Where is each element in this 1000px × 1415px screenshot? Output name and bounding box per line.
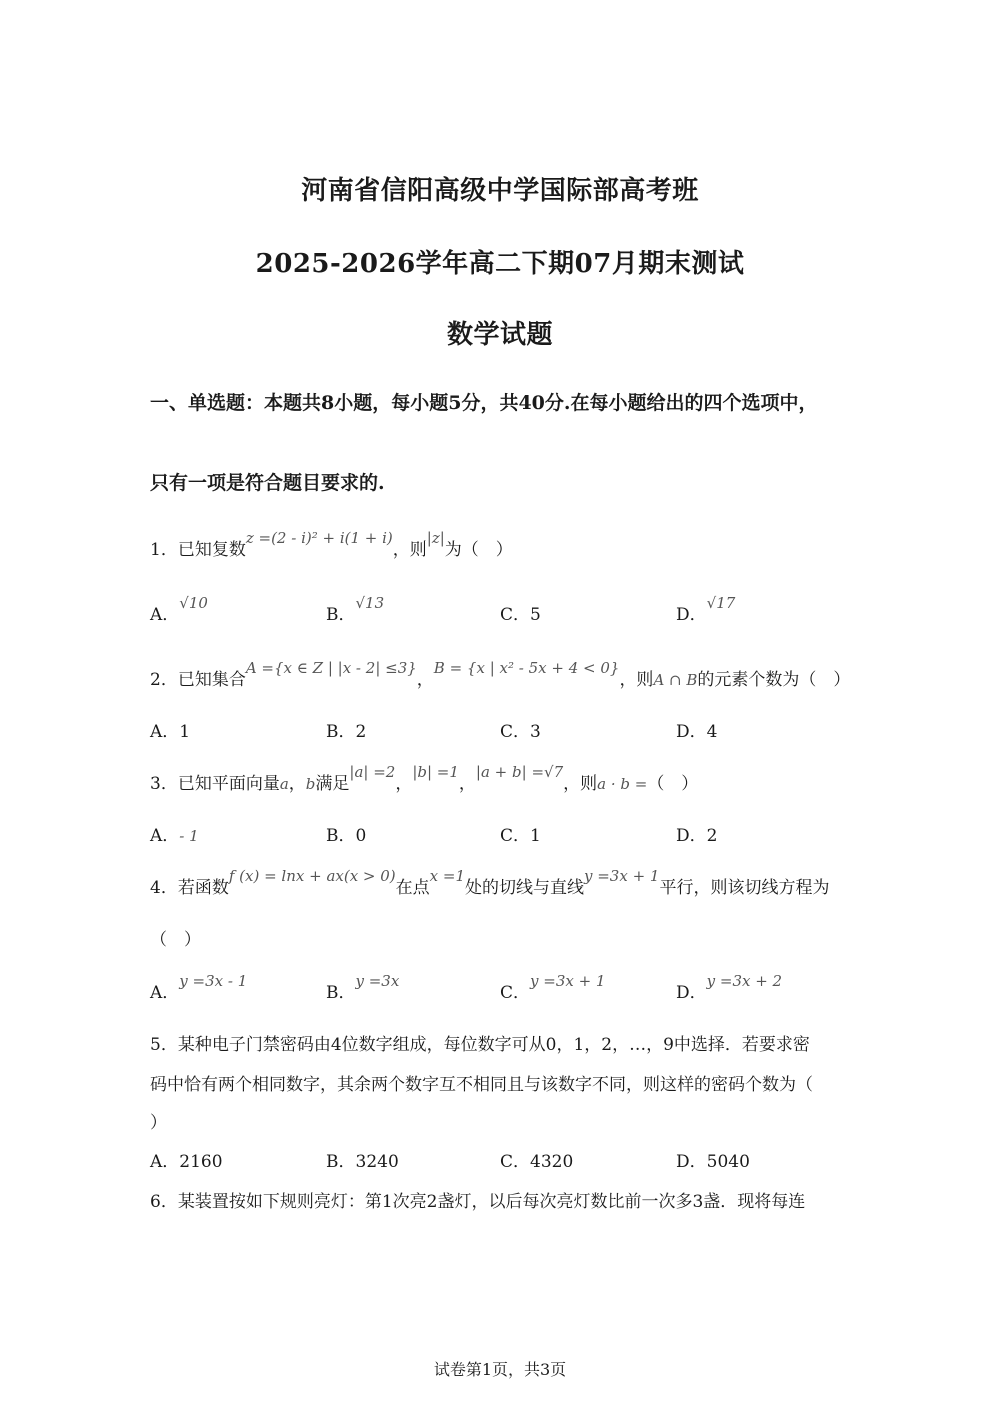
question-text: （ ） (647, 774, 699, 794)
question-6-line1: 6．某装置按如下规则亮灯：第1次亮2盏灯，以后每次亮灯数比前一次多3盏．现将每连 (150, 1192, 806, 1212)
option-label: C． (500, 1152, 531, 1172)
formula: f (x) = lnx + ax(x > 0) (228, 867, 396, 885)
formula: |a + b| =√7 (475, 763, 564, 781)
section-heading-line2: 只有一项是符合题目要求的. (150, 472, 385, 494)
option-value: 3240 (355, 1152, 399, 1172)
formula: |z| (426, 529, 445, 547)
formula: |b| =1 (412, 763, 459, 781)
option-value: 3 (530, 722, 541, 742)
question-text: ，则 (619, 670, 654, 690)
option-label: D． (676, 1152, 707, 1172)
question-text: ， (395, 774, 413, 794)
q3-option-c (500, 821, 541, 846)
question-text: 4．若函数 (150, 878, 229, 898)
question-5-line3: ） (150, 1113, 167, 1133)
option-value: y =3x (355, 972, 400, 990)
question-text: 2．已知集合 (150, 670, 246, 690)
option-label: D． (676, 826, 707, 846)
question-text: ，则 (392, 540, 427, 560)
question-5-line1: 5．某种电子门禁密码由4位数字组成，每位数字可从0，1，2，…，9中选择．若要求密 (150, 1035, 810, 1055)
question-text: ， (416, 670, 434, 690)
question-text: 平行，则该切线方程为 (659, 878, 830, 898)
question-text: ， (458, 774, 476, 794)
formula: a (279, 775, 289, 793)
option-value: 0 (355, 826, 367, 846)
question-text: 3．已知平面向量 (150, 774, 280, 794)
formula: b (305, 775, 316, 793)
q5-option-b (326, 1147, 399, 1172)
option-label: A． (150, 983, 180, 1003)
option-label: C． (500, 605, 531, 625)
q4-option-d (676, 972, 783, 1003)
question-text: 为（ ） (444, 540, 513, 560)
option-label: A． (150, 826, 180, 846)
q2-option-d (676, 717, 717, 742)
formula: A ∩ B (653, 671, 698, 689)
formula: x =1 (429, 867, 465, 885)
q5-option-c (500, 1147, 573, 1172)
q5-option-d (676, 1147, 750, 1172)
option-label: B． (326, 983, 356, 1003)
option-value: √13 (355, 594, 385, 612)
question-1 (150, 529, 513, 560)
question-4 (150, 867, 830, 898)
section-heading-line1: 一、单选题：本题共8小题，每小题5分，共40分.在每小题给出的四个选项中， (150, 392, 818, 414)
option-value: 4320 (530, 1152, 574, 1172)
formula: z =(2 - i)² + i(1 + i) (245, 529, 393, 547)
q1-option-a (150, 594, 208, 625)
option-value: y =3x - 1 (179, 972, 248, 990)
option-value: y =3x + 1 (530, 972, 606, 990)
option-label: B． (326, 722, 356, 742)
q3-option-d (676, 821, 717, 846)
q2-option-c (500, 717, 541, 742)
question-2 (150, 659, 851, 690)
option-value: 5 (530, 605, 541, 625)
formula: y =3x + 1 (584, 867, 660, 885)
formula: A ={x ∈ Z | |x - 2| ≤3} (245, 659, 417, 677)
formula: B = {x | x² - 5x + 4 < 0} (433, 659, 620, 677)
page-footer: 试卷第1页，共3页 (433, 1360, 567, 1379)
option-label: A． (150, 1152, 180, 1172)
option-value: y =3x + 2 (706, 972, 783, 990)
question-text: 满足 (315, 774, 350, 794)
school-title: 河南省信阳高级中学国际部高考班 (301, 176, 699, 206)
question-text: 的元素个数为（ ） (697, 670, 851, 690)
q3-option-a (150, 821, 199, 846)
question-3 (150, 763, 699, 794)
exam-title: 2025-2026学年高二下期07月期末测试 (255, 249, 745, 279)
option-label: A． (150, 605, 180, 625)
option-label: C． (500, 983, 531, 1003)
q1-option-b (326, 594, 385, 625)
option-value: 1 (179, 722, 191, 742)
formula: |a| =2 (349, 763, 396, 781)
q4-option-c (500, 972, 606, 1003)
question-text: ， (288, 774, 306, 794)
option-value: 4 (706, 722, 718, 742)
option-label: C． (500, 826, 531, 846)
option-label: D． (676, 722, 707, 742)
formula: a · b = (597, 775, 648, 793)
option-value: 5040 (706, 1152, 750, 1172)
question-text: 处的切线与直线 (465, 878, 584, 898)
q2-option-a (150, 717, 190, 742)
q1-option-d (676, 594, 736, 625)
question-text: 在点 (395, 878, 430, 898)
option-label: B． (326, 826, 356, 846)
question-text: 1．已知复数 (150, 540, 246, 560)
option-value: - 1 (179, 827, 199, 845)
option-label: B． (326, 1152, 356, 1172)
q5-option-a (150, 1147, 223, 1172)
q3-option-b (326, 821, 366, 846)
question-5-line2: 码中恰有两个相同数字，其余两个数字互不相同且与该数字不同，则这样的密码个数为（ (150, 1075, 813, 1095)
option-value: √10 (179, 594, 208, 612)
option-value: 2160 (179, 1152, 223, 1172)
option-value: √17 (706, 594, 736, 612)
subject-title: 数学试题 (446, 320, 553, 350)
option-value: 2 (706, 826, 718, 846)
q4-option-a (150, 972, 248, 1003)
q4-option-b (326, 972, 400, 1003)
question-text: ，则 (563, 774, 598, 794)
option-label: A． (150, 722, 180, 742)
q2-option-b (326, 717, 366, 742)
option-value: 1 (530, 826, 541, 846)
option-value: 2 (355, 722, 367, 742)
q1-option-c (500, 600, 541, 625)
option-label: B． (326, 605, 356, 625)
option-label: D． (676, 983, 707, 1003)
option-label: C． (500, 722, 531, 742)
question-4-line2: （ ） (150, 930, 201, 950)
option-label: D． (676, 605, 707, 625)
